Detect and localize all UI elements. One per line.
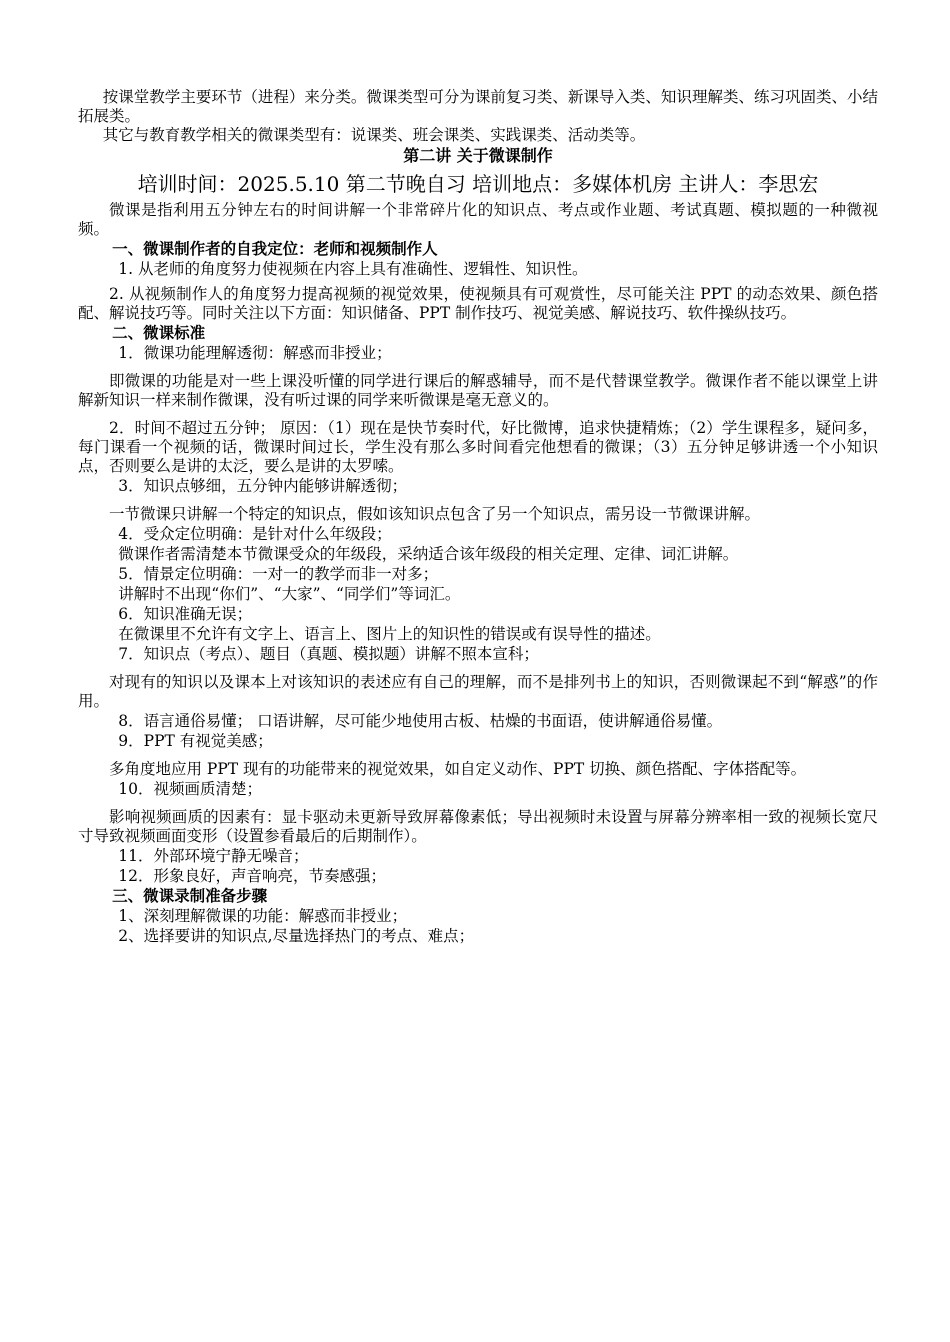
section-1-item-2: 2. 从视频制作人的角度努力提高视频的视觉效果，使视频具有可观赏性，尽可能关注 PPT 的动态效果、颜色搭配、解说技巧等。同时关注以下方面：知识储备、PPT 制作技巧、视觉美感、解说技巧、软件操纵技巧。 — [78, 285, 878, 322]
standard-10-title: 10．视频画质清楚； — [118, 780, 263, 798]
standard-2-body: 2．时间不超过五分钟； 原因：（1）现在是快节奏时代，好比微博，追求快捷精炼；（2）学生课程多，疑问多，每门课看一个视频的话，微课时间过长，学生没有那么多时间看完他想看的微课；（3）五分钟足够讲透一个小知识点，否则要么是讲的太泛，要么是讲的太罗嗦。 — [78, 419, 878, 475]
standard-10-body: 影响视频画质的因素有：显卡驱动未更新导致屏幕像素低；导出视频时未设置与屏幕分辨率相一致的视频长宽尺寸导致视频画面变形（设置参看最后的后期制作）。 — [78, 808, 878, 845]
definition-paragraph: 微课是指利用五分钟左右的时间讲解一个非常碎片化的知识点、考点或作业题、考试真题、模拟题的一种微视频。 — [78, 201, 878, 238]
standard-4-title: 4．受众定位明确：是针对什么年级段； — [118, 525, 392, 543]
document-page — [78, 88, 878, 946]
standard-3-title: 3．知识点够细，五分钟内能够讲解透彻； — [118, 477, 408, 495]
standard-4-body: 微课作者需清楚本节微课受众的年级段，采纳适合该年级段的相关定理、定律、词汇讲解。 — [118, 545, 739, 563]
standard-6-title: 6．知识准确无误； — [118, 605, 253, 623]
standard-7-title: 7．知识点（考点）、题目（真题、模拟题）讲解不照本宣科； — [118, 645, 539, 663]
standard-6-body: 在微课里不允许有文字上、语言上、图片上的知识性的错误或有误导性的描述。 — [118, 625, 661, 643]
intro-paragraph-1: 按课堂教学主要环节（进程）来分类。微课类型可分为课前复习类、新课导入类、知识理解类、练习巩固类、小结拓展类。 — [78, 88, 878, 125]
section-2-heading: 二、微课标准 — [112, 324, 206, 342]
standard-1-title: 1．微课功能理解透彻：解惑而非授业； — [118, 344, 392, 362]
standard-5-body: 讲解时不出现“你们”、“大家”、“同学们”等词汇。 — [118, 585, 461, 603]
standard-9-title: 9．PPT 有视觉美感； — [118, 732, 273, 750]
intro-paragraph-2: 其它与教育教学相关的微课类型有：说课类、班会课类、实践课类、活动类等。 — [102, 126, 646, 144]
standard-8-body: 8．语言通俗易懂； 口语讲解，尽可能少地使用古板、枯燥的书面语，使讲解通俗易懂。 — [118, 712, 723, 730]
standard-9-body: 多角度地应用 PPT 现有的功能带来的视觉效果，如自定义动作、PPT 切换、颜色搭配、字体搭配等。 — [109, 760, 807, 778]
standard-7-body: 对现有的知识以及课本上对该知识的表述应有自己的理解，而不是排列书上的知识，否则微课起不到“解惑”的作用。 — [78, 673, 878, 710]
standard-1-body: 即微课的功能是对一些上课没听懂的同学进行课后的解惑辅导，而不是代替课堂教学。微课作者不能以课堂上讲解新知识一样来制作微课，没有听过课的同学来听微课是毫无意义的。 — [78, 372, 878, 409]
lecture-title: 第二讲 关于微课制作 — [403, 146, 553, 165]
section-1-heading: 一、微课制作者的自我定位：老师和视频制作人 — [112, 240, 438, 258]
standard-12-title: 12．形象良好，声音响亮，节奏感强； — [118, 867, 387, 885]
standard-5-title: 5．情景定位明确：一对一的教学而非一对多； — [118, 565, 439, 583]
training-info: 培训时间：2025.5.10 第二节晚自习 培训地点：多媒体机房 主讲人：李思宏 — [137, 172, 819, 196]
section-1-item-1: 1. 从老师的角度努力使视频在内容上具有准确性、逻辑性、知识性。 — [118, 260, 588, 278]
standard-11-title: 11．外部环境宁静无噪音； — [118, 847, 309, 865]
prep-step-2: 2、选择要讲的知识点,尽量选择热门的考点、难点； — [118, 927, 475, 945]
standard-3-body: 一节微课只讲解一个特定的知识点，假如该知识点包含了另一个知识点，需另设一节微课讲解。 — [109, 505, 761, 523]
section-3-heading: 三、微课录制准备步骤 — [112, 887, 268, 905]
prep-step-1: 1、深刻理解微课的功能：解惑而非授业； — [118, 907, 408, 925]
